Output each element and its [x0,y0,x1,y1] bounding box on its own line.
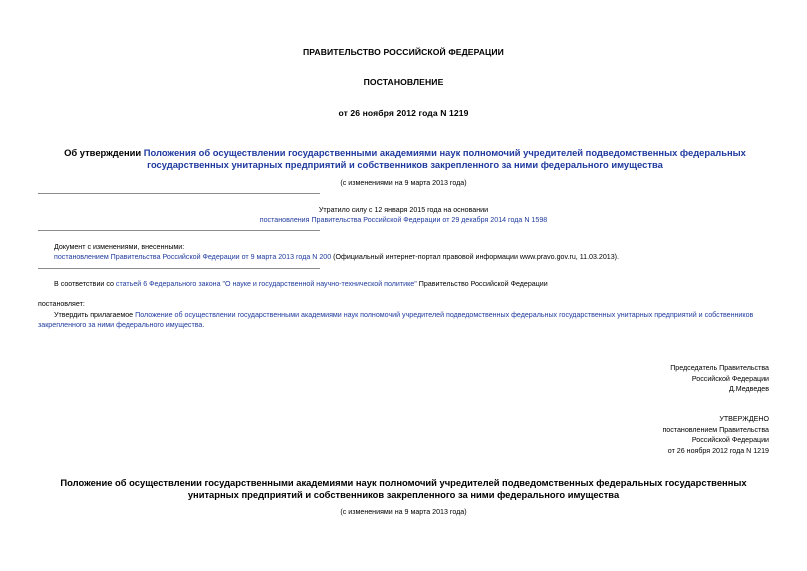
expired-notice [0,206,807,225]
changes-block [54,243,774,262]
expired-text: Утратило силу с 12 января 2015 года на основании [318,206,489,214]
title-prefix: Об утверждении [64,147,144,158]
changes-source: (Официальный интернет-портал правовой информации www.pravo.gov.ru, 11.03.2013). [331,252,620,261]
expired-basis-link[interactable]: постановления Правительства Российской Федерации от 29 декабря 2014 года N 1598 [259,215,548,224]
changes-label: Документ с изменениями, внесенными: [54,243,185,251]
document-title [34,147,776,171]
title-regulation-link[interactable]: Положения об осуществлении государственными академиями наук полномочий учредителей подведомственных федеральных государственных унитарных предприятий и собственников закрепленного за ними федерального имущества [143,147,746,170]
changes-line [54,253,774,263]
preamble-after: Правительство Российской Федерации [416,280,548,288]
signature-name: Д.Медведев [728,385,769,393]
signature-block [670,363,769,395]
decides-text: постановляет: [38,300,85,308]
approved-label: УТВЕРЖДЕНО [719,415,769,423]
divider [38,193,320,194]
preamble [54,280,774,290]
signature-position: Председатель Правительства [670,364,769,372]
approved-by: постановлением Правительства [662,425,769,434]
approved-block [662,414,769,456]
approve-before: Утвердить прилагаемое [54,311,136,319]
preamble-before: В соответствии со [54,280,116,288]
government-heading: ПРАВИТЕЛЬСТВО РОССИЙСКОЙ ФЕДЕРАЦИИ [303,47,504,57]
approve-paragraph [38,311,770,330]
document-date-number: от 26 ноября 2012 года N 1219 [338,108,469,118]
preamble-law-link[interactable]: статьей 6 Федерального закона "О науке и государственной научно-технической политике" [115,280,417,288]
approved-date-number: от 26 ноября 2012 года N 1219 [667,446,769,455]
signature-country: Российской Федерации [691,374,769,383]
changes-decree-link[interactable]: постановлением Правительства Российской Федерации от 9 марта 2013 года N 200 [54,252,332,261]
divider [38,268,320,269]
regulation-amendment-note: (с изменениями на 9 марта 2013 года) [340,508,467,516]
divider [38,230,320,231]
approve-regulation-link[interactable]: Положение об осуществлении государственными академиями наук полномочий учредителей подведомственных федеральных государственных унитарных предприятий и собственников закрепленного за ними федерального имущества. [38,311,754,329]
approved-country: Российской Федерации [691,436,769,444]
regulation-title: Положение об осуществлении государственными академиями наук полномочий учредителей подведомственных федеральных государственных унитарных предприятий и собственников закрепленного за ними федерального имущества [60,477,747,500]
amendment-note: (с изменениями на 9 марта 2013 года) [340,179,467,187]
document-type: ПОСТАНОВЛЕНИЕ [363,77,444,87]
